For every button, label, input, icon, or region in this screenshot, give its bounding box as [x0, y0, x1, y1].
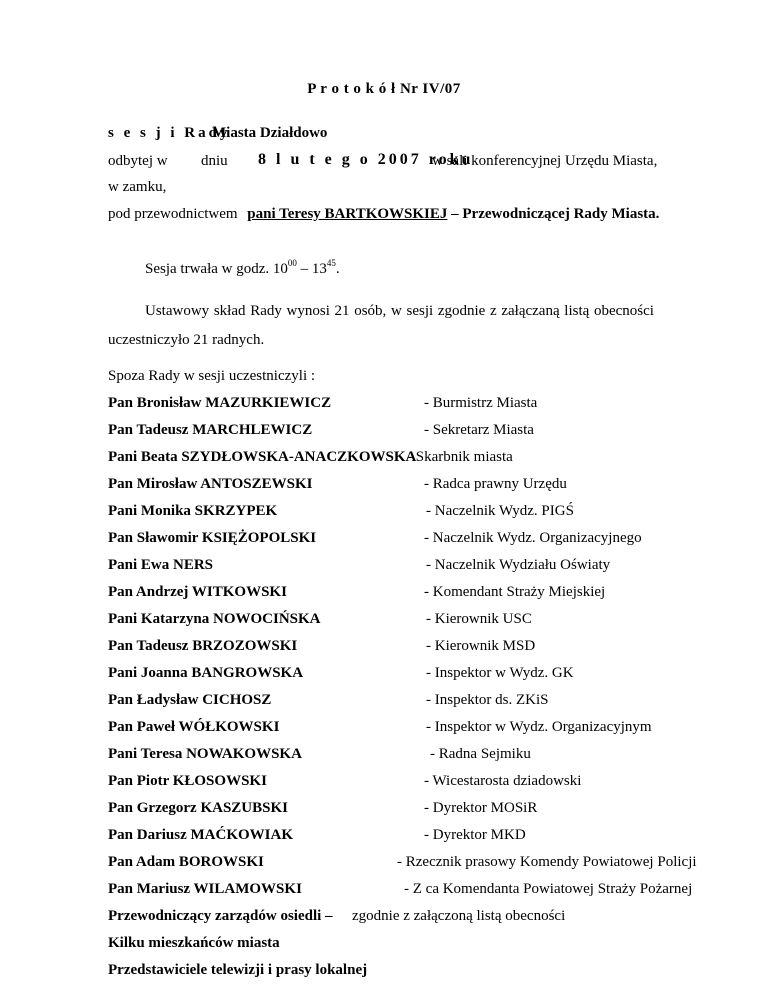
list-item — [108, 502, 708, 529]
attendee-name: Pani Ewa NERS — [108, 557, 214, 573]
list-item — [108, 907, 708, 934]
attendee-name: Pan Tadeusz MARCHLEWICZ — [108, 422, 313, 438]
attendee-role: - Skarbnik miasta — [407, 449, 513, 465]
attendee-role: - Radca prawny Urzędu — [424, 476, 567, 492]
session-council: Miasta Działdowo — [212, 125, 328, 141]
attendee-role: - Inspektor w Wydz. GK — [426, 665, 574, 681]
list-item — [108, 880, 708, 907]
session-time-suffix: . — [335, 261, 340, 277]
list-item — [108, 853, 708, 880]
attendee-role: - Wicestarosta dziadowski — [424, 773, 582, 789]
list-item — [108, 610, 708, 637]
attendee-name: Pan Andrzej WITKOWSKI — [108, 584, 287, 600]
chair-name: pani Teresy BARTKOWSKIEJ — [247, 206, 448, 222]
venue: w sali konferencyjnej Urzędu Miasta, — [432, 153, 658, 169]
composition-word: zgodnie — [437, 303, 486, 319]
attendee-role: - Inspektor ds. ZKiS — [426, 692, 549, 708]
composition-line-1 — [145, 302, 654, 320]
attendee-name: Pan Ładysław CICHOSZ — [108, 692, 272, 708]
attendee-role: - Naczelnik Wydz. Organizacyjnego — [424, 530, 642, 546]
attendee-name: Pani Teresa NOWAKOWSKA — [108, 746, 302, 762]
attendee-role: - Naczelnik Wydz. PIGŚ — [426, 503, 574, 519]
attendee-name: Pani Beata SZYDŁOWSKA-ANACZKOWSKA — [108, 449, 417, 465]
composition-word: skład — [213, 303, 246, 319]
list-item — [108, 421, 708, 448]
attendee-name: Pani Katarzyna NOWOCIŃSKA — [108, 611, 321, 627]
composition-word: w — [390, 303, 402, 319]
document-title: P r o t o k ó ł Nr IV/07 — [307, 81, 461, 97]
list-item — [108, 556, 708, 583]
attendee-role: - Radna Sejmiku — [430, 746, 531, 762]
list-item — [108, 934, 708, 961]
attendee-role: - Burmistrz Miasta — [424, 395, 538, 411]
venue-continued: w zamku, — [108, 179, 167, 195]
composition-line-2: uczestniczyło 21 radnych. — [108, 332, 265, 348]
attendee-name: Pani Joanna BANGROWSKA — [108, 665, 304, 681]
attendee-name: Pan Piotr KŁOSOWSKI — [108, 773, 267, 789]
held-word: odbytej w — [108, 153, 168, 169]
composition-word: Ustawowy — [145, 303, 210, 319]
attendee-role: - Sekretarz Miasta — [424, 422, 534, 438]
chair-line — [108, 205, 659, 223]
attendee-role: - Komendant Straży Miejskiej — [424, 584, 606, 600]
chair-role: – Przewodniczącej Rady Miasta. — [451, 206, 660, 222]
attendee-name: Kilku mieszkańców miasta — [108, 935, 280, 951]
composition-word: sesji — [406, 303, 434, 319]
composition-word: osób, — [354, 303, 387, 319]
attendee-name: Przewodniczący zarządów osiedli – — [108, 908, 333, 924]
list-item — [108, 475, 708, 502]
attendee-role: - Dyrektor MKD — [424, 827, 526, 843]
composition-word: wynosi — [286, 303, 330, 319]
attendee-name: Pan Paweł WÓŁKOWSKI — [108, 719, 280, 735]
composition-word: załączaną — [501, 303, 560, 319]
session-word: s e s j i Rady — [108, 125, 231, 141]
list-item — [108, 826, 708, 853]
attendee-name: Pan Adam BOROWSKI — [108, 854, 264, 870]
list-item — [108, 394, 708, 421]
list-item — [108, 961, 708, 988]
list-item — [108, 772, 708, 799]
composition-word: z — [490, 303, 497, 319]
attendee-role: - Dyrektor MOSiR — [424, 800, 538, 816]
session-time-prefix: Sesja trwała w godz. 10 — [145, 261, 288, 277]
list-item — [108, 583, 708, 610]
start-minutes: 00 — [287, 258, 297, 268]
session-date-text: 8 l u t e g o 2007 roku — [258, 151, 474, 168]
attendee-name: Pan Sławomir KSIĘŻOPOLSKI — [108, 530, 317, 546]
list-item — [108, 691, 708, 718]
attendee-name: Pan Bronisław MAZURKIEWICZ — [108, 395, 332, 411]
list-item — [108, 718, 708, 745]
attendees-heading: Spoza Rady w sesji uczestniczyli : — [108, 368, 316, 384]
attendee-name: Pan Dariusz MAĆKOWIAK — [108, 827, 293, 843]
list-item — [108, 799, 708, 826]
composition-word: Rady — [250, 303, 282, 319]
attendees-list — [108, 394, 708, 988]
attendee-name: Pan Grzegorz KASZUBSKI — [108, 800, 288, 816]
day-word: dniu — [201, 153, 228, 169]
attendee-name: Pan Mariusz WILAMOWSKI — [108, 881, 302, 897]
list-item — [108, 637, 708, 664]
session-time-dash: – 13 — [296, 261, 327, 277]
attendee-role: - Z ca Komendanta Powiatowej Straży Pożarnej — [404, 881, 693, 897]
attendee-role: - Kierownik MSD — [426, 638, 536, 654]
attendee-name: Pani Monika SKRZYPEK — [108, 503, 278, 519]
attendee-name: Pan Mirosław ANTOSZEWSKI — [108, 476, 313, 492]
attendee-role: - Kierownik USC — [426, 611, 532, 627]
attendee-name: Przedstawiciele telewizji i prasy lokalnej — [108, 962, 368, 978]
chair-prefix: pod przewodnictwem — [108, 206, 238, 222]
attendee-role: - Rzecznik prasowy Komendy Powiatowej Policji — [397, 854, 697, 870]
attendee-role: zgodnie z załączoną listą obecności — [352, 908, 566, 924]
composition-word: 21 — [334, 303, 350, 319]
list-item — [108, 529, 708, 556]
end-minutes: 45 — [326, 258, 336, 268]
list-item — [108, 745, 708, 772]
list-item — [108, 664, 708, 691]
composition-word: obecności — [593, 303, 654, 319]
session-time — [145, 260, 340, 278]
attendee-role: - Naczelnik Wydziału Oświaty — [426, 557, 611, 573]
attendee-name: Pan Tadeusz BRZOZOWSKI — [108, 638, 298, 654]
list-item — [108, 448, 708, 475]
composition-word: listą — [564, 303, 590, 319]
attendee-role: - Inspektor w Wydz. Organizacyjnym — [426, 719, 652, 735]
